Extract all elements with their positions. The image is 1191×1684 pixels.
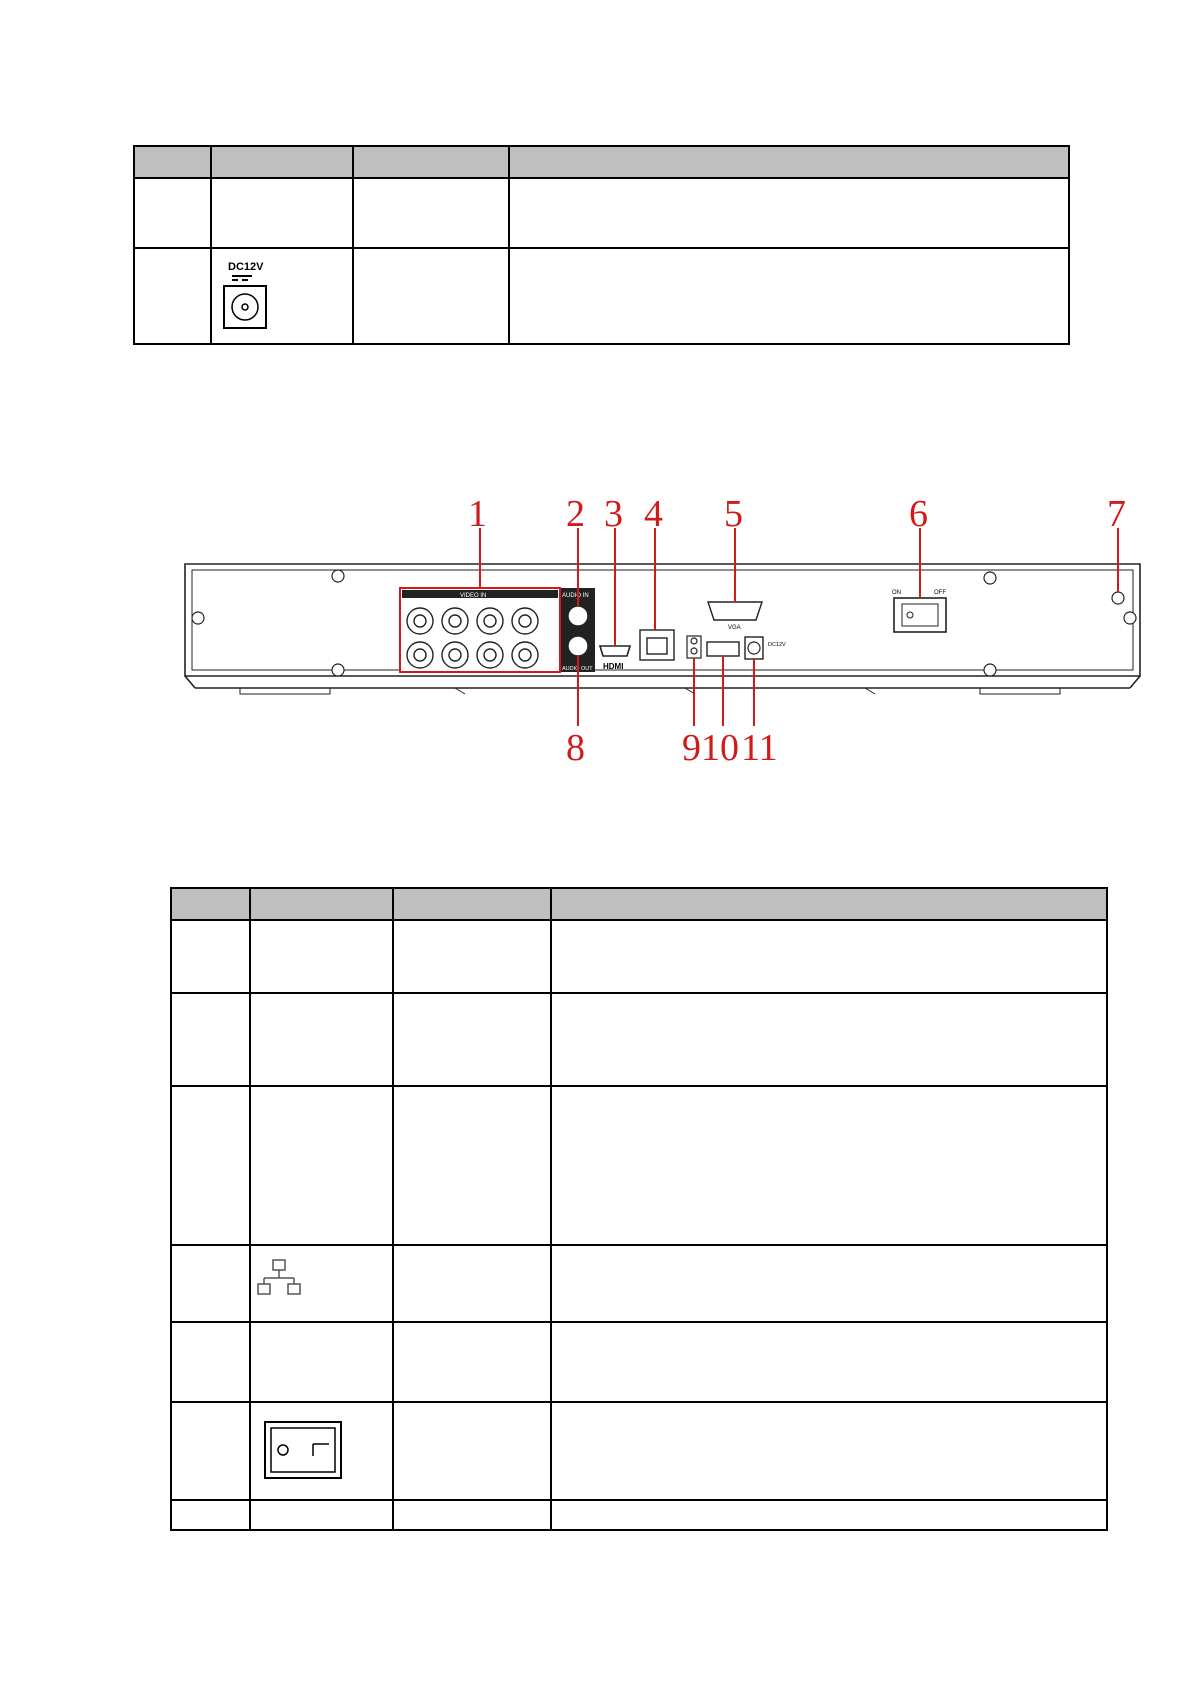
on-label: ON — [892, 590, 901, 596]
callout-9: 9 — [682, 727, 701, 769]
chassis-outline — [185, 564, 1140, 694]
rear-panel-diagram — [180, 498, 1155, 778]
callout-6: 6 — [909, 498, 928, 535]
power-switch-icon — [251, 1414, 351, 1484]
callout-1: 1 — [468, 498, 487, 535]
cell-no — [171, 1500, 250, 1530]
cell-function — [551, 993, 1107, 1086]
cell-function — [551, 1245, 1107, 1322]
cell-no — [171, 1402, 250, 1500]
table-row — [171, 1402, 1107, 1500]
cell-no — [134, 248, 211, 344]
cell-port-name — [393, 1245, 551, 1322]
callout-3: 3 — [604, 498, 623, 535]
network-port — [640, 630, 674, 660]
table-row — [171, 1500, 1107, 1530]
vga-label: VGA — [728, 625, 741, 631]
cell-function — [551, 1086, 1107, 1245]
callout-11: 11 — [741, 727, 778, 769]
table-row — [171, 993, 1107, 1086]
cell-no — [171, 1322, 250, 1402]
callout-10: 10 — [701, 727, 739, 769]
audio-out-label: AUDIO OUT — [562, 666, 593, 672]
callout-2: 2 — [566, 498, 585, 535]
table-header-row — [134, 146, 1069, 178]
rs485-terminal — [687, 636, 701, 658]
cell-function — [551, 1322, 1107, 1402]
hdmi-label: HDMI — [603, 662, 624, 671]
cell-function — [509, 248, 1069, 344]
dc12v-power-port-icon — [212, 254, 282, 334]
cell-port-name — [353, 248, 509, 344]
header-cell-icon — [250, 888, 393, 920]
cell-no — [171, 993, 250, 1086]
cell-no — [171, 1245, 250, 1322]
port-table-1 — [133, 145, 1070, 345]
table-row — [134, 248, 1069, 344]
header-cell-function — [551, 888, 1107, 920]
table-header-row — [171, 888, 1107, 920]
cell-port-name — [353, 178, 509, 248]
cell-function — [509, 178, 1069, 248]
cell-icon — [250, 1500, 393, 1530]
cell-no — [171, 920, 250, 993]
cell-port-name — [393, 1086, 551, 1245]
cell-icon — [250, 993, 393, 1086]
table-row — [171, 1086, 1107, 1245]
cell-function — [551, 1402, 1107, 1500]
rear-panel-drawing — [180, 498, 1155, 778]
header-cell-port-name — [393, 888, 551, 920]
header-cell-port-name — [353, 146, 509, 178]
off-label: OFF — [934, 590, 946, 596]
vga-port — [708, 602, 762, 631]
cell-icon — [250, 920, 393, 993]
cell-icon — [250, 1245, 393, 1322]
table-row — [134, 178, 1069, 248]
table-row — [171, 1322, 1107, 1402]
cell-icon — [250, 1322, 393, 1402]
header-cell-no — [171, 888, 250, 920]
dc12v-label: DC12V — [228, 260, 264, 273]
cell-port-name — [393, 1322, 551, 1402]
table-row — [171, 1245, 1107, 1322]
cell-port-name — [393, 1500, 551, 1530]
video-in-block — [400, 588, 560, 672]
header-cell-function — [509, 146, 1069, 178]
header-cell-no — [134, 146, 211, 178]
network-port-icon — [251, 1256, 311, 1306]
callout-5: 5 — [724, 498, 743, 535]
cell-icon — [250, 1402, 393, 1500]
header-cell-icon — [211, 146, 353, 178]
callout-7: 7 — [1107, 498, 1126, 535]
hdmi-port — [600, 646, 630, 671]
video-in-label: VIDEO IN — [460, 593, 487, 599]
table-row — [171, 920, 1107, 993]
audio-in-label: AUDIO IN — [562, 593, 589, 599]
dc-power-port — [745, 637, 786, 659]
cell-no — [171, 1086, 250, 1245]
cell-port-name — [393, 1402, 551, 1500]
cell-no — [134, 178, 211, 248]
cell-icon — [211, 178, 353, 248]
dc12v-diagram-label: DC12V — [768, 642, 786, 648]
usb-port — [707, 642, 739, 656]
cell-function — [551, 1500, 1107, 1530]
cell-port-name — [393, 920, 551, 993]
cell-function — [551, 920, 1107, 993]
callout-8: 8 — [566, 727, 585, 769]
cell-port-name — [393, 993, 551, 1086]
port-table-2 — [170, 887, 1108, 1531]
cell-icon — [211, 248, 353, 344]
callout-4: 4 — [644, 498, 663, 535]
cell-icon — [250, 1086, 393, 1245]
